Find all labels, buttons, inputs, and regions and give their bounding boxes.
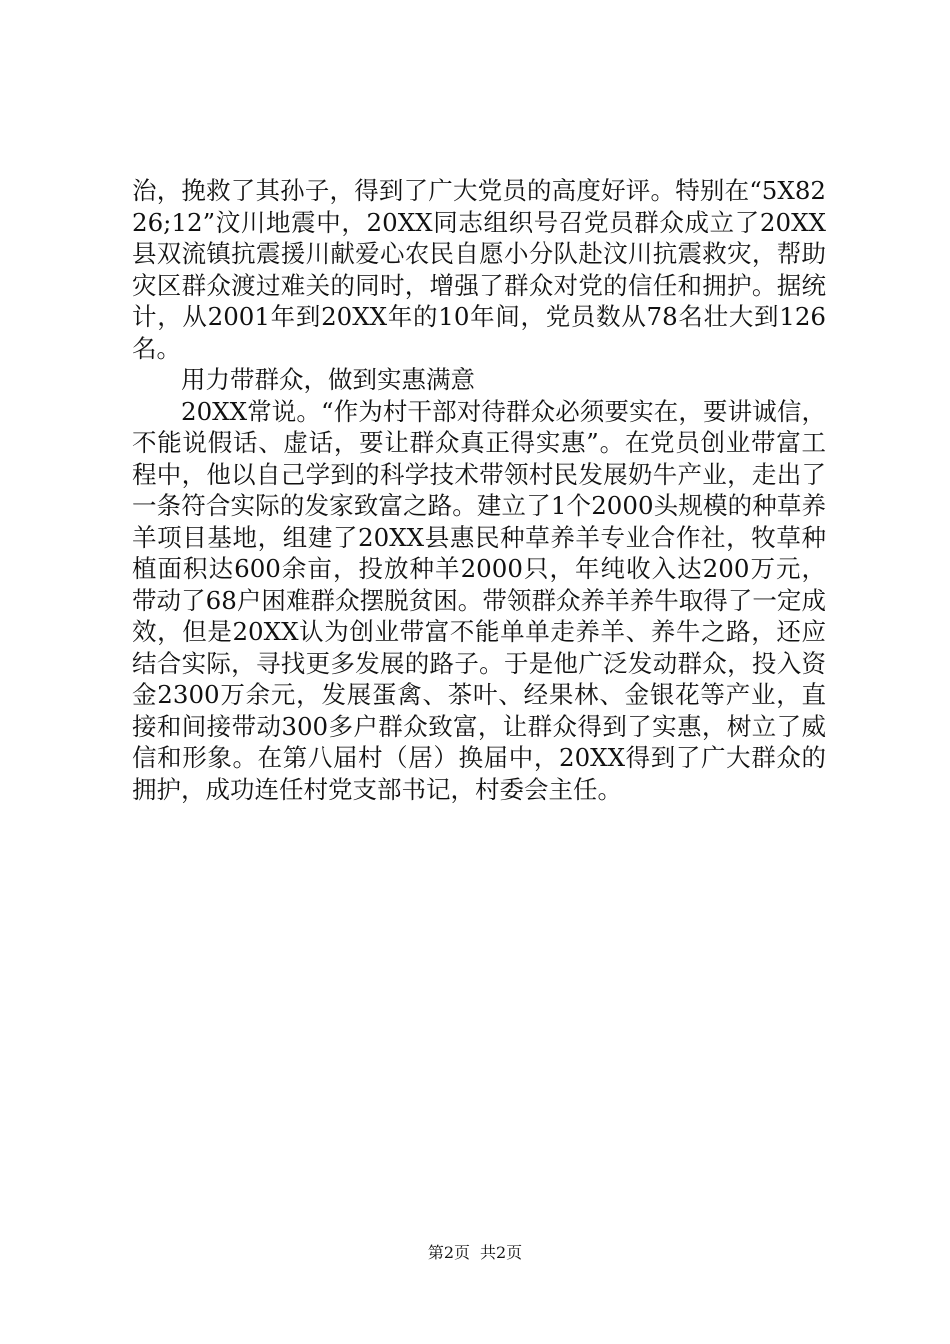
page-total: 共2页 (480, 1243, 523, 1262)
section-heading: 用力带群众，做到实惠满意 (181, 365, 475, 394)
page-footer (0, 1243, 950, 1263)
paragraph-main: 20XX常说。“作为村干部对待群众必须要实在，要讲诚信，不能说假话、虚话，要让群众真正得实惠”。在党员创业带富工程中，他以自己学到的科学技术带领村民发展奶牛产业，走出了一条符合实际的发家致富之路。建立了1个2000头规模的种草养羊项目基地，组建了20XX县惠民种草养羊专业合作社，牧草种植面积达600余亩，投放种羊2000只，年纯收入达200万元，带动了68户困难群众摆脱贫困。带领群众养羊养牛取得了一定成效，但是20XX认为创业带富不能单单走养羊、养牛之路，还应结合实际，寻找更多发展的路子。于是他广泛发动群众，投入资金2300万余元，发展蛋禽、茶叶、经果林、金银花等产业，直接和间接带动300多户群众致富，让群众得到了实惠，树立了威信和形象。在第八届村（居）换届中，20XX得到了广大群众的拥护，成功连任村党支部书记，村委会主任。 (132, 396, 826, 804)
paragraph-continuation: 治，挽救了其孙子，得到了广大党员的高度好评。特别在“5X8226;12”汶川地震中，20XX同志组织号召党员群众成立了20XX县双流镇抗震援川献爱心农民自愿小分队赴汶川抗震救灾，帮助灾区群众渡过难关的同时，增强了群众对党的信任和拥护。据统计，从2001年到20XX年的10年间，党员数从78名壮大到126名。 (132, 176, 826, 363)
page-number: 第2页 (427, 1243, 470, 1262)
document-body (132, 175, 826, 805)
